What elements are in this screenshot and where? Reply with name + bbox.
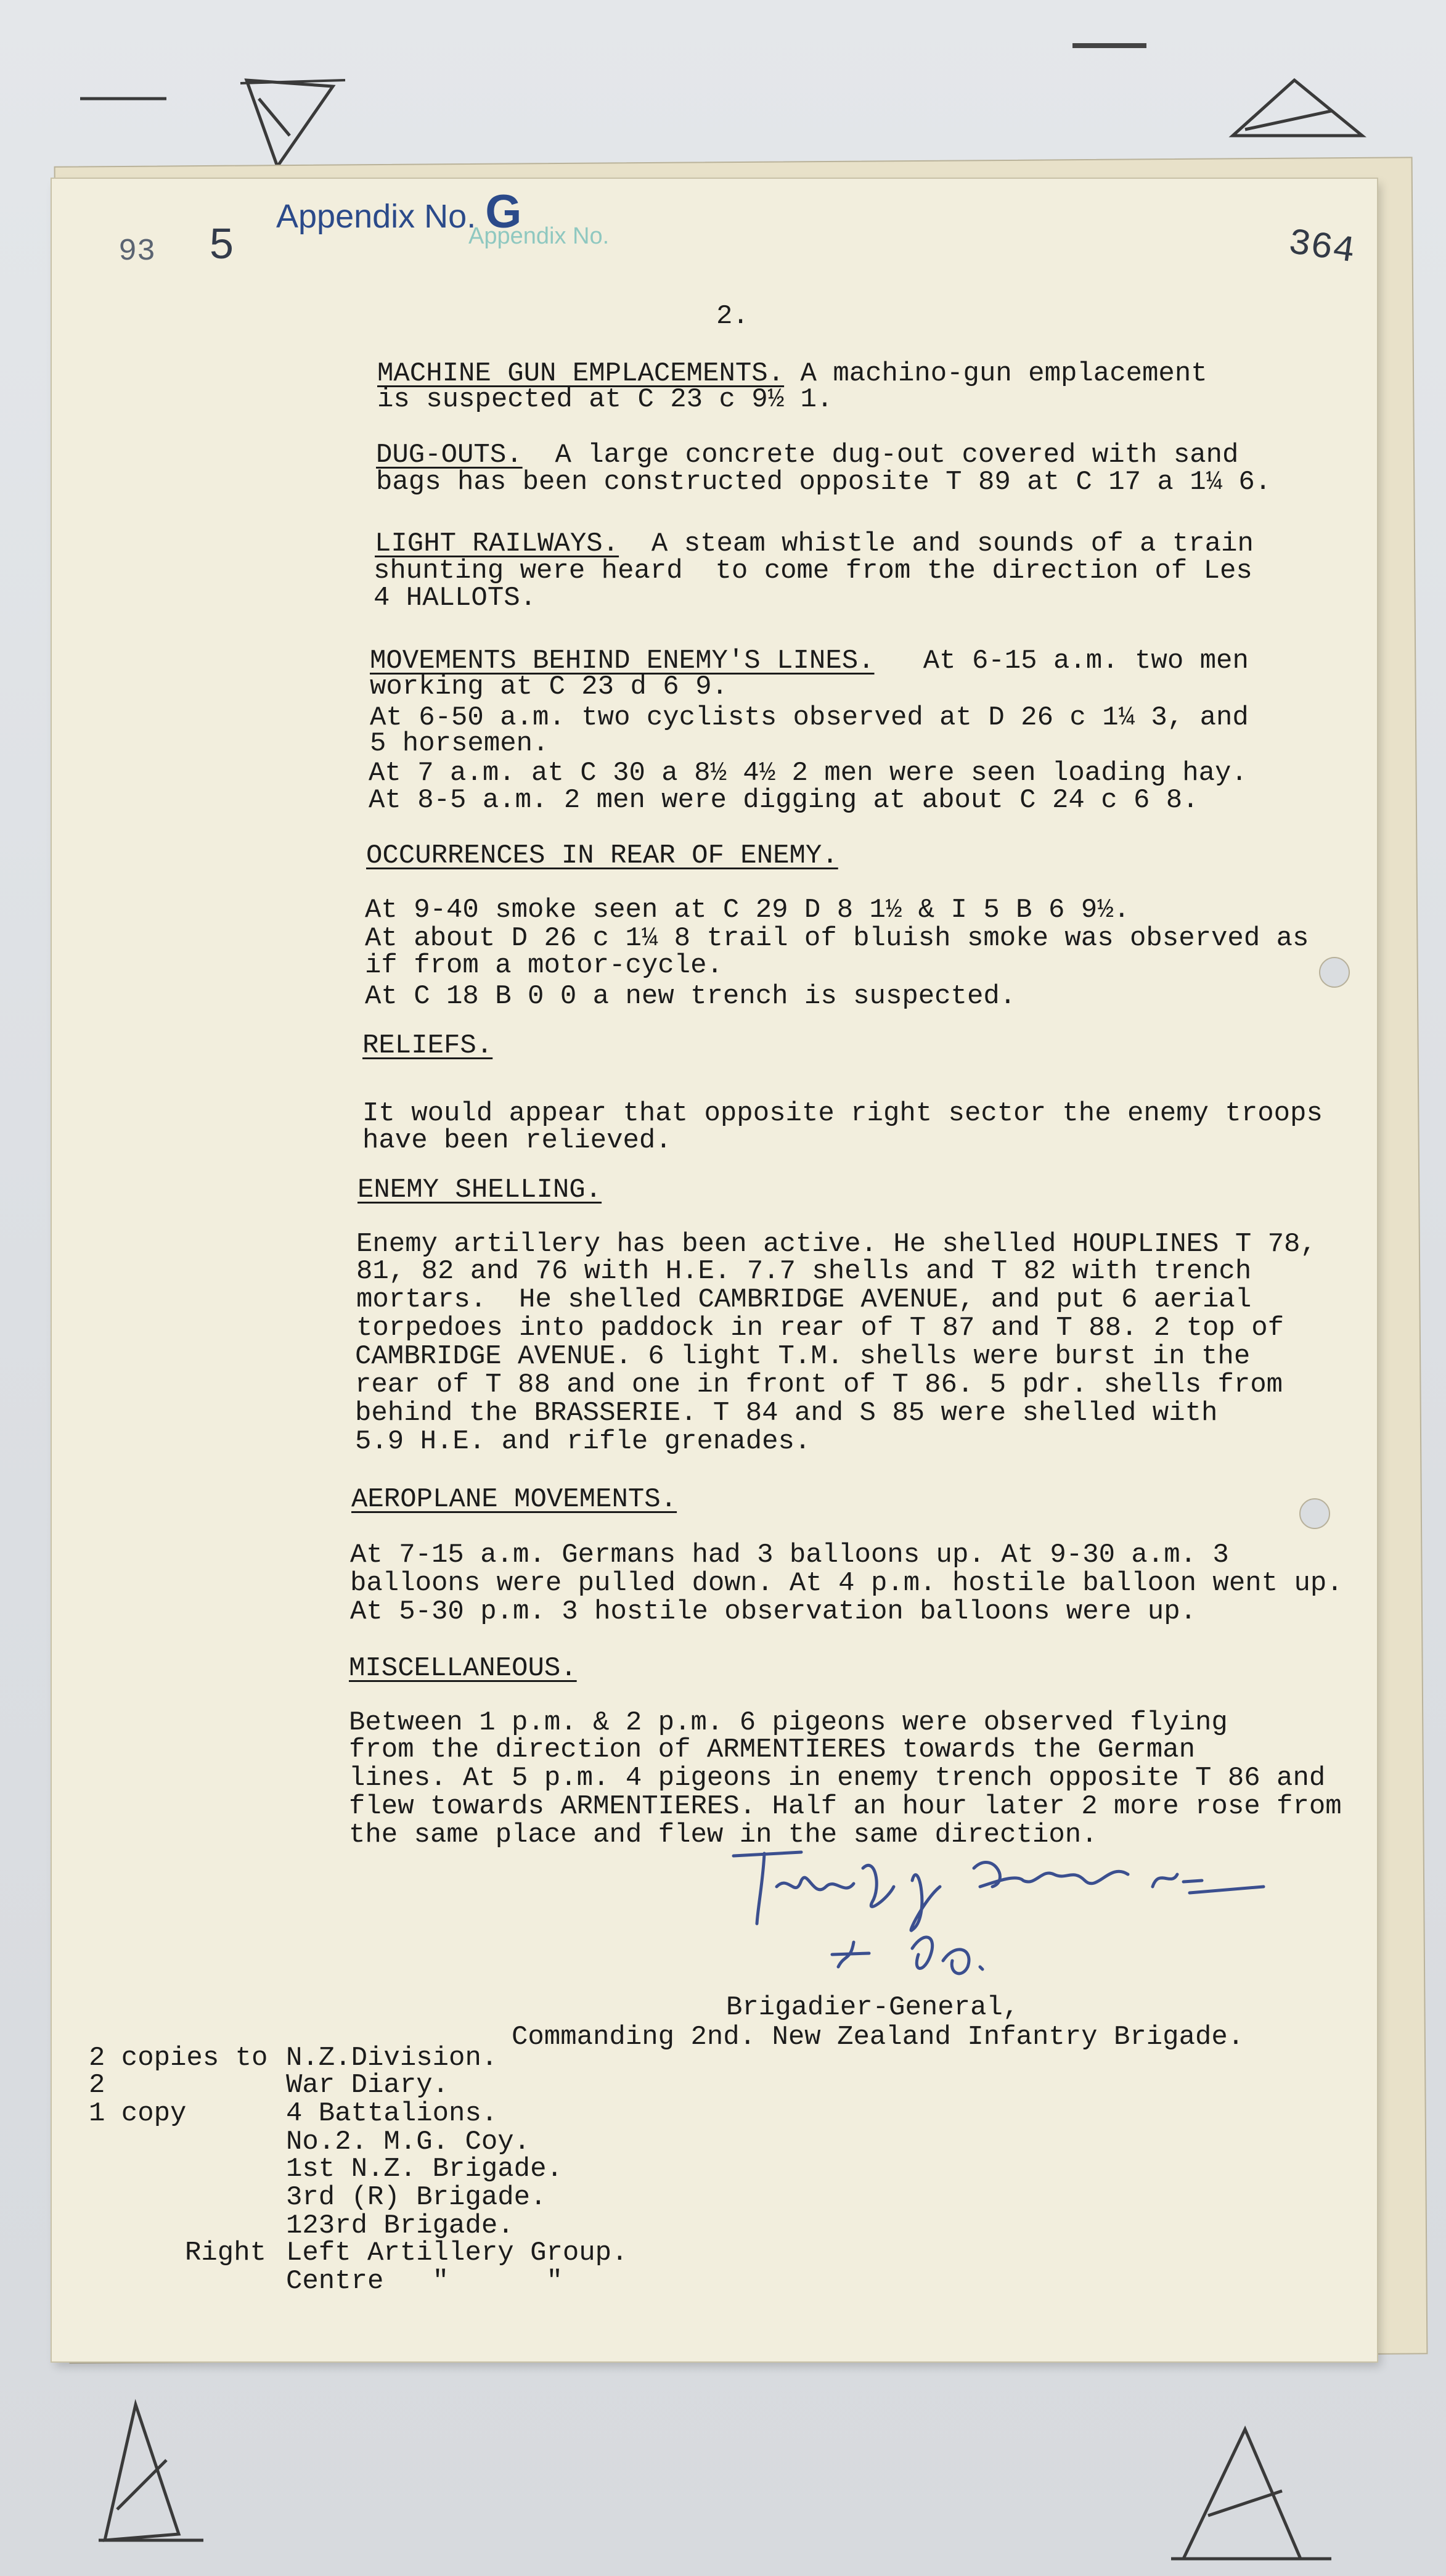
section-line: At 9-40 smoke seen at C 29 D 8 1½ & I 5 B 6 9½.	[365, 895, 1130, 925]
section-line: At 5-30 p.m. 3 hostile observation balloons were up.	[350, 1596, 1197, 1627]
section-line: working at C 23 d 6 9.	[370, 671, 728, 702]
section-line: At 8-5 a.m. 2 men were digging at about C 24 c 6 8.	[369, 785, 1199, 816]
distribution-recipient: 1st N.Z. Brigade.	[286, 2154, 563, 2184]
section-line: behind the BRASSERIE. T 84 and S 85 were shelled with	[355, 1398, 1218, 1429]
section-line: At 7 a.m. at C 30 a 8½ 4½ 2 men were seen loading hay.	[369, 758, 1248, 789]
heading-enemy-shelling: ENEMY SHELLING.	[357, 1175, 602, 1205]
folio-number-right: 364	[1285, 222, 1358, 274]
distribution-recipient: War Diary.	[286, 2070, 449, 2101]
section-heading	[351, 1485, 677, 1514]
signoff-command: Commanding 2nd. New Zealand Infantry Brigade.	[512, 2022, 1244, 2053]
heading-reliefs: RELIEFS.	[362, 1030, 493, 1061]
distribution-qty: 2	[89, 2070, 105, 2101]
section-line: have been relieved.	[362, 1125, 672, 1156]
section-line: 4 HALLOTS.	[374, 583, 537, 613]
section-line: 81, 82 and 76 with H.E. 7.7 shells and T 82 with trench	[356, 1256, 1252, 1287]
section-line: lines. At 5 p.m. 4 pigeons in enemy trench opposite T 86 and	[349, 1763, 1326, 1794]
section-line: balloons were pulled down. At 4 p.m. hostile balloon went up.	[350, 1568, 1343, 1599]
heading-machine-gun: MACHINE GUN EMPLACEMENTS.	[377, 358, 785, 389]
page-number: 2.	[716, 301, 749, 332]
handwritten-signature	[727, 1844, 1270, 2004]
section-heading	[362, 1031, 492, 1060]
section-line: A steam whistle and sounds of a train	[619, 528, 1254, 559]
section-line: flew towards ARMENTIERES. Half an hour later 2 more rose from	[349, 1791, 1342, 1822]
section-line: 5.9 H.E. and rifle grenades.	[355, 1426, 811, 1457]
section-line: Enemy artillery has been active. He shelled HOUPLINES T 78,	[356, 1229, 1317, 1260]
section-line: Between 1 p.m. & 2 p.m. 6 pigeons were observed flying	[349, 1707, 1228, 1738]
heading-light-railways: LIGHT RAILWAYS.	[375, 528, 619, 559]
section-heading	[366, 841, 838, 871]
folio-number-left: 93	[118, 234, 156, 269]
distribution-qty: 2 copies to	[89, 2043, 268, 2074]
appendix-label: Appendix No.	[276, 198, 476, 235]
heading-occurrences: OCCURRENCES IN REAR OF ENEMY.	[366, 840, 838, 871]
section-line: the same place and flew in the same direction.	[349, 1819, 1098, 1850]
section-heading	[357, 1175, 602, 1205]
section-heading	[349, 1654, 577, 1683]
section-line: It would appear that opposite right sector the enemy troops	[362, 1098, 1323, 1129]
heading-aeroplane: AEROPLANE MOVEMENTS.	[351, 1484, 677, 1515]
stamp-ghost-text: Appendix No.	[468, 223, 610, 249]
section-line: rear of T 88 and one in front of T 86. 5 pdr. shells from	[355, 1369, 1283, 1400]
heading-miscellaneous: MISCELLANEOUS.	[349, 1653, 577, 1684]
section-line: At 7-15 a.m. Germans had 3 balloons up. At 9-30 a.m. 3	[350, 1540, 1229, 1570]
distribution-qty: 1 copy	[89, 2098, 187, 2129]
section-line: is suspected at C 23 c 9½ 1.	[377, 384, 833, 415]
section-line: mortars. He shelled CAMBRIDGE AVENUE, and put 6 aerial	[356, 1284, 1252, 1315]
heading-movements: MOVEMENTS BEHIND ENEMY'S LINES.	[370, 646, 875, 676]
distribution-qty: Right	[185, 2238, 267, 2268]
section-line: A large concrete dug-out covered with sand	[522, 440, 1239, 470]
section-line: torpedoes into paddock in rear of T 87 and T 88. 2 top of	[356, 1313, 1285, 1343]
section-line: At 6-15 a.m. two men	[874, 646, 1249, 676]
section-line: if from a motor-cycle.	[365, 950, 723, 981]
stamp-mark: 5	[210, 219, 234, 268]
section-line: A machino-gun emplacement	[784, 358, 1207, 389]
distribution-recipient: 3rd (R) Brigade.	[286, 2182, 547, 2213]
section-heading	[376, 440, 1238, 470]
section-line: shunting were heard to come from the direction of Les	[374, 556, 1252, 586]
distribution-recipient: N.Z.Division.	[286, 2043, 498, 2074]
section-line: At about D 26 c 1¼ 8 trail of bluish smoke was observed as	[365, 923, 1309, 954]
distribution-recipient: No.2. M.G. Coy.	[286, 2127, 531, 2157]
distribution-recipient: Left Artillery Group.	[286, 2238, 628, 2268]
section-line: bags has been constructed opposite T 89 at C 17 a 1¼ 6.	[376, 467, 1272, 498]
distribution-recipient: 4 Battalions.	[286, 2098, 498, 2129]
heading-dug-outs: DUG-OUTS.	[376, 440, 523, 470]
section-heading	[375, 529, 1254, 559]
section-line: from the direction of ARMENTIERES towards the German	[349, 1734, 1196, 1765]
signoff-rank: Brigadier-General,	[726, 1992, 1019, 2023]
section-line: CAMBRIDGE AVENUE. 6 light T.M. shells were burst in the	[355, 1341, 1251, 1372]
distribution-recipient: Centre " "	[286, 2266, 563, 2297]
distribution-recipient: 123rd Brigade.	[286, 2210, 514, 2241]
section-line: 5 horsemen.	[370, 728, 549, 759]
section-line: At 6-50 a.m. two cyclists observed at D 26 c 1¼ 3, and	[370, 702, 1249, 733]
section-line: At C 18 B 0 0 a new trench is suspected.	[365, 981, 1016, 1012]
appendix-value: G	[485, 186, 522, 238]
